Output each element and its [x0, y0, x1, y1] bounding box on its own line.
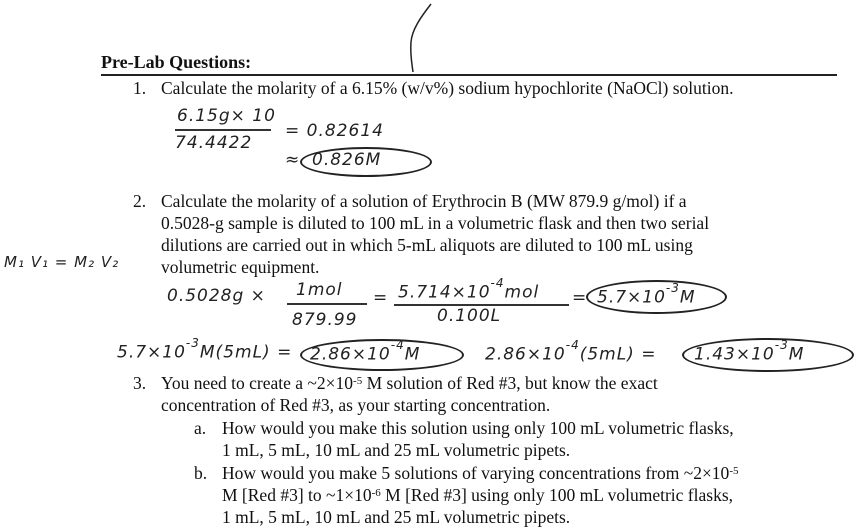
q2-mol-unit: 1mol [296, 280, 343, 300]
question-3a-line-2: 1 mL, 5 mL, 10 mL and 25 mL volumetric pipets. [222, 440, 571, 460]
question-3a-label: a. [194, 418, 207, 438]
q2-serial-answer2: $1.43\times 10^{-3}M$ [694, 338, 805, 365]
q2-fraction-bar-1 [287, 303, 367, 305]
q1-answer: 0.826M [312, 150, 382, 170]
q2-mol-numerator: $5.714\times 10^{-4}mol$ [398, 276, 540, 303]
q2-equals-2: = [572, 288, 588, 308]
question-3a-line-1: How would you make this solution using only 100 mL volumetric flasks, [222, 418, 734, 438]
question-2-number: 2. [133, 191, 147, 211]
question-2-line-2: 0.5028-g sample is diluted to 100 mL in a volumetric flask and then two serial [161, 213, 710, 233]
q2-mass: 0.5028g × [167, 286, 266, 306]
q2-volume: 0.100L [437, 306, 502, 326]
pen-stroke-mark [400, 0, 440, 75]
question-3-number: 3. [133, 373, 147, 393]
q2-mw: 879.99 [292, 310, 358, 330]
question-3-line-1: You need to create a $\sim 2\times 10^{-5}$ M solution of Red #3, but know the exact [161, 373, 658, 393]
question-1-text: Calculate the molarity of a 6.15% (w/v%) sodium hypochlorite (NaOCl) solution. [161, 78, 734, 98]
q1-result: = 0.82614 [285, 121, 384, 141]
q1-approx: ≈ [285, 150, 301, 170]
q1-numerator: 6.15g× 10 [177, 106, 276, 126]
q1-denominator: 74.4422 [175, 133, 253, 153]
question-1-number: 1. [133, 78, 147, 98]
page-title: Pre-Lab Questions: [101, 52, 252, 72]
q2-answer: $5.7\times 10^{-3}M$ [597, 281, 696, 308]
title-underline [101, 74, 837, 76]
question-3b-line-2: M [Red #3] to $\sim 1\times 10^{-6}$ M [Red #3] using only 100 mL volumetric flasks, [222, 485, 734, 505]
question-3b-line-3: 1 mL, 5 mL, 10 mL and 25 mL volumetric pipets. [222, 507, 571, 527]
question-3b-label: b. [194, 463, 208, 483]
margin-note-dilution: M₁ V₁ = M₂ V₂ [4, 253, 120, 271]
question-2-line-3: dilutions are carried out in which 5-mL aliquots are diluted to 100 mL using [161, 235, 693, 255]
q2-serial-answer1: $2.86\times 10^{-4}M$ [310, 338, 421, 365]
q1-fraction-bar [175, 129, 271, 131]
question-3-line-2: concentration of Red #3, as your starting concentration. [161, 395, 551, 415]
question-2-line-4: volumetric equipment. [161, 257, 320, 277]
q2-serial-next: $2.86\times 10^{-4}(5mL)$ = [485, 338, 657, 365]
q2-serial-start: $5.7\times 10^{-3}M(5mL)$ = [117, 336, 293, 363]
question-3b-line-1: How would you make 5 solutions of varying concentrations from $\sim 2\times 10^{-5}$ [222, 463, 739, 483]
question-2-line-1: Calculate the molarity of a solution of Erythrocin B (MW 879.9 g/mol) if a [161, 191, 687, 211]
q2-equals: = [373, 288, 389, 308]
